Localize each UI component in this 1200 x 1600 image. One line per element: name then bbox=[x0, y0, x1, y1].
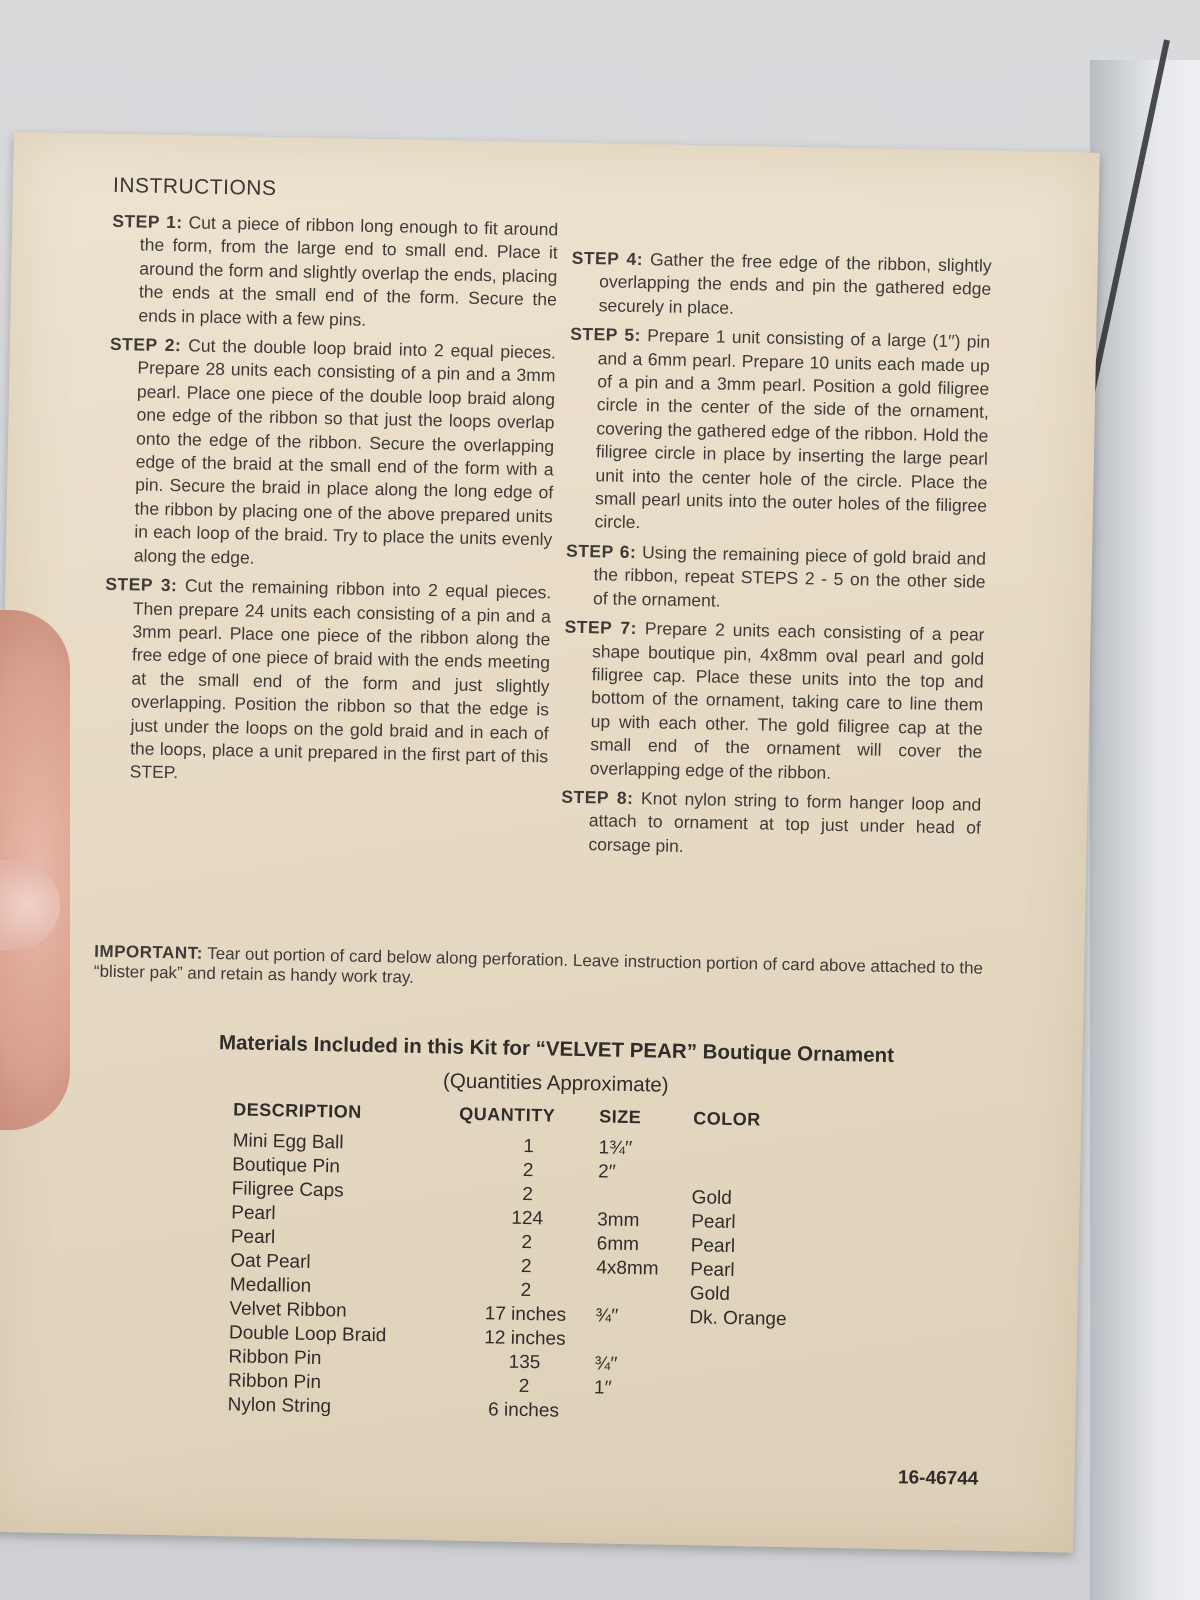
cell-size: 1′′ bbox=[593, 1377, 612, 1399]
cell-color: Pearl bbox=[690, 1235, 736, 1258]
cell-color bbox=[688, 1355, 838, 1382]
cell-color: Gold bbox=[691, 1187, 733, 1209]
cell-quantity: 17 inches bbox=[484, 1303, 567, 1326]
background-wall bbox=[1090, 60, 1200, 1600]
cell-quantity: 2 bbox=[520, 1255, 532, 1278]
step-8 bbox=[560, 786, 981, 864]
cell-description: Ribbon Pin bbox=[228, 1346, 322, 1370]
header-quantity: QUANTITY bbox=[459, 1103, 556, 1126]
cell-quantity: 6 inches bbox=[487, 1399, 560, 1422]
important-text: Tear out portion of card below along perforation. Leave instruction portion of card above attached to the “blister pak” and retain as handy work tray. bbox=[93, 943, 984, 987]
cell-quantity: 2 bbox=[522, 1183, 534, 1206]
cell-size: ¾′′ bbox=[595, 1305, 619, 1327]
step-text: Gather the free edge of the ribbon, slightly overlapping the ends and pin the gathered edge securely in place. bbox=[598, 249, 992, 318]
cell-color bbox=[687, 1403, 837, 1430]
cell-description: Velvet Ribbon bbox=[229, 1298, 347, 1322]
cell-color bbox=[692, 1139, 842, 1166]
cell-size bbox=[597, 1185, 691, 1211]
cell-quantity: 2 bbox=[520, 1279, 532, 1302]
cell-color: Gold bbox=[689, 1283, 731, 1305]
cell-quantity: 124 bbox=[511, 1207, 544, 1230]
step-label: STEP 5: bbox=[570, 323, 642, 346]
cell-size bbox=[595, 1329, 689, 1355]
step-text: Cut the double loop braid into 2 equal pieces. Prepare 28 units each consisting of a pin and a 3mm pearl. Place one piece of the double loop braid along one edge of the ribbon so that just the loops overlap onto the edge of the ribbon. Secure the overlapping edge of the braid at the small end of the form with a pin. Secure the braid in place along the long edge of the ribbon by placing one of the above prepared units in each loop of the braid. Try to place the units evenly along the edge. bbox=[133, 335, 557, 568]
cell-description: Ribbon Pin bbox=[227, 1370, 322, 1394]
step-text: Prepare 2 units each consisting of a pear shape boutique pin, 4x8mm oval pearl and gold filigree cap. Place these units into the top and bottom of the ornament, taking care to line them up with each other. The gold filigree cap at the small end of the ornament will cover the overlapping edge of the ribbon. bbox=[589, 618, 985, 783]
product-code: 16-46744 bbox=[897, 1467, 979, 1490]
cell-description: Boutique Pin bbox=[232, 1154, 341, 1178]
steps-left-column bbox=[101, 210, 558, 798]
cell-color bbox=[689, 1331, 839, 1358]
cell-description: Nylon String bbox=[227, 1394, 332, 1418]
step-label: STEP 2: bbox=[109, 333, 182, 356]
steps-right-column bbox=[560, 247, 992, 870]
cell-color: Pearl bbox=[691, 1211, 736, 1234]
materials-subtitle: (Quantities Approximate) bbox=[442, 1069, 669, 1097]
step-2 bbox=[106, 333, 556, 576]
cell-description: Mini Egg Ball bbox=[232, 1130, 344, 1154]
cell-size: 6mm bbox=[596, 1233, 640, 1256]
cell-size: ¾′′ bbox=[594, 1353, 618, 1375]
header-description: DESCRIPTION bbox=[233, 1099, 362, 1122]
cell-description: Medallion bbox=[229, 1274, 312, 1297]
cell-description: Oat Pearl bbox=[230, 1250, 311, 1273]
step-text: Cut a piece of ribbon long enough to fit around the form, from the large end to small end. Place it around the form and slightly overlap the ends, placing the ends at the small end of the form. Secure the ends in place with a few pins. bbox=[138, 212, 559, 330]
step-7 bbox=[562, 616, 985, 788]
instruction-card bbox=[0, 132, 1100, 1553]
step-label: STEP 8: bbox=[561, 786, 634, 808]
step-text: Knot nylon string to form hanger loop and attach to ornament at top just under head of corsage pin. bbox=[588, 788, 982, 856]
cell-size bbox=[596, 1281, 690, 1307]
cell-size bbox=[593, 1401, 687, 1427]
cell-color bbox=[692, 1163, 842, 1190]
cell-size: 4x8mm bbox=[596, 1257, 659, 1280]
cell-color: Pearl bbox=[690, 1259, 735, 1282]
materials-title: Materials Included in this Kit for “VELVET PEAR” Boutique Ornament bbox=[218, 1031, 895, 1068]
step-label: STEP 4: bbox=[571, 247, 644, 270]
header-color: COLOR bbox=[693, 1108, 761, 1130]
cell-color bbox=[688, 1379, 838, 1406]
step-label: STEP 6: bbox=[565, 540, 637, 562]
cell-quantity: 12 inches bbox=[484, 1327, 566, 1350]
cell-description: Pearl bbox=[230, 1226, 276, 1249]
materials-table bbox=[227, 1099, 843, 1430]
step-text: Prepare 1 unit consisting of a large (1′′) pin and a 6mm pearl. Prepare 10 units each made up of a pin and a 3mm pearl. Position a gold filigree circle in the center of the side of the ornament, covering the gathered edge of the ribbon. Hold the filigree circle in place by inserting the large pearl unit into the center hole of the circle. Place the small pearl units into the outer holes of the filigree circle. bbox=[594, 325, 991, 533]
header-size: SIZE bbox=[599, 1106, 642, 1128]
step-text: Using the remaining piece of gold braid and the ribbon, repeat STEPS 2 - 5 on the other side of the ornament. bbox=[592, 542, 987, 611]
cell-quantity: 1 bbox=[523, 1135, 535, 1158]
step-4 bbox=[571, 247, 992, 325]
step-5 bbox=[566, 323, 990, 542]
cell-quantity: 2 bbox=[518, 1375, 530, 1398]
step-1 bbox=[110, 210, 558, 336]
important-label: IMPORTANT: bbox=[94, 941, 204, 963]
step-label: STEP 3: bbox=[105, 573, 178, 596]
instructions-heading: INSTRUCTIONS bbox=[112, 173, 277, 201]
cell-quantity: 2 bbox=[521, 1231, 533, 1254]
step-3 bbox=[102, 573, 552, 792]
cell-quantity: 2 bbox=[522, 1159, 534, 1182]
cell-size: 3mm bbox=[597, 1209, 640, 1232]
cell-description: Filigree Caps bbox=[231, 1178, 344, 1202]
step-text: Cut the remaining ribbon into 2 equal pieces. Then prepare 24 units each consisting of a pin and a 3mm pearl. Place one piece of the ribbon along the free edge of one piece of braid with the ends meeting at the small end of the form and just slightly overlapping. Position the ribbon so that the edge is just under the loops on the gold braid and in each of the loops, place a unit prepared in the first part of this STEP. bbox=[129, 575, 552, 783]
cell-color: Dk. Orange bbox=[689, 1307, 787, 1331]
step-label: STEP 7: bbox=[564, 616, 638, 639]
step-6 bbox=[565, 540, 986, 618]
cell-quantity: 135 bbox=[508, 1351, 541, 1374]
cell-size: 1¾′′ bbox=[598, 1137, 633, 1160]
important-note bbox=[94, 942, 985, 999]
cell-size: 2′′ bbox=[597, 1161, 617, 1183]
cell-description: Pearl bbox=[231, 1202, 276, 1225]
cell-description: Double Loop Braid bbox=[228, 1322, 387, 1347]
step-label: STEP 1: bbox=[112, 210, 183, 233]
